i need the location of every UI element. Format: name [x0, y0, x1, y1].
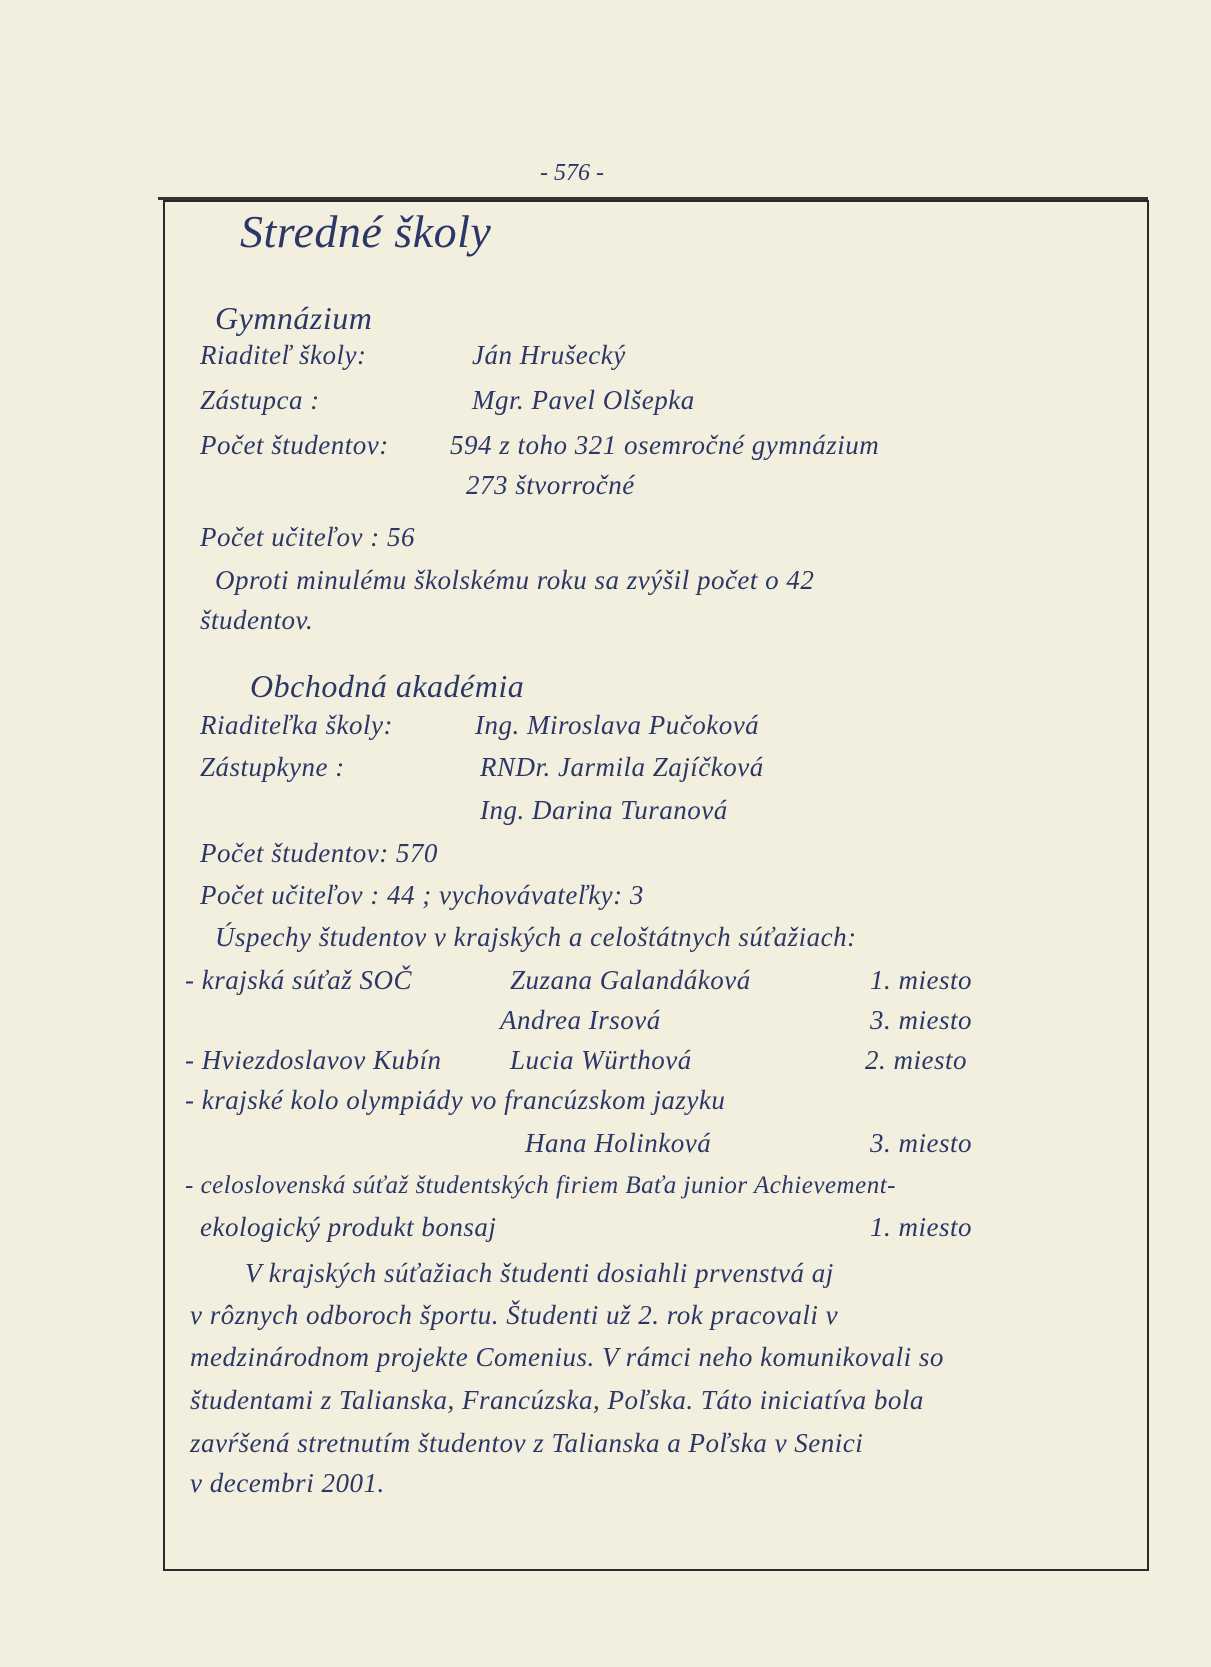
page-number: - 576 -	[540, 160, 604, 186]
teachers-count: Počet učiteľov : 56	[200, 522, 415, 552]
note-line: študentov.	[200, 605, 314, 635]
result-place: 2. miesto	[865, 1045, 967, 1075]
director-label: Riaditeľ školy:	[200, 340, 367, 370]
students-count-4yr: 273 štvorročné	[466, 470, 635, 500]
page-title: Stredné školy	[240, 206, 492, 257]
paragraph-line: študentami z Talianska, Francúzska, Poľska. Táto iniciatíva bola	[190, 1385, 924, 1415]
result-name: Lucia Würthová	[510, 1045, 692, 1075]
paragraph-line: v decembri 2001.	[190, 1468, 385, 1498]
deputy-name: RNDr. Jarmila Zajíčková	[480, 752, 764, 782]
result-place: 3. miesto	[870, 1128, 972, 1158]
deputy-label: Zástupca :	[200, 385, 320, 415]
result-event: - krajské kolo olympiády vo francúzskom jazyku	[185, 1085, 726, 1115]
director-label: Riaditeľka školy:	[200, 710, 394, 740]
result-name: Andrea Irsová	[500, 1005, 661, 1035]
successes-heading: Úspechy študentov v krajských a celoštátnych súťažiach:	[215, 922, 857, 952]
section-heading-gymnazium: Gymnázium	[215, 300, 373, 336]
result-place: 1. miesto	[870, 965, 972, 995]
result-event: ekologický produkt bonsaj	[200, 1212, 497, 1242]
deputy-name: Ing. Darina Turanová	[480, 795, 728, 825]
result-place: 1. miesto	[870, 1212, 972, 1242]
result-event: - krajská súťaž SOČ	[185, 965, 413, 995]
deputy-name: Mgr. Pavel Olšepka	[472, 385, 695, 415]
section-heading-akademia: Obchodná akadémia	[250, 668, 525, 704]
paragraph-line: v rôznych odboroch športu. Študenti už 2. rok pracovali v	[190, 1300, 839, 1330]
paragraph-line: medzinárodnom projekte Comenius. V rámci neho komunikovali so	[190, 1342, 944, 1372]
paragraph-line: zavŕšená stretnutím študentov z Talianska a Poľska v Senici	[190, 1428, 864, 1458]
result-event: - celoslovenská súťaž študentských firiem Baťa junior Achievement-	[185, 1172, 896, 1199]
result-place: 3. miesto	[870, 1005, 972, 1035]
teachers-count: Počet učiteľov : 44 ; vychovávateľky: 3	[200, 880, 644, 910]
students-count: Počet študentov: 570	[200, 838, 438, 868]
students-label: Počet študentov:	[200, 430, 389, 460]
paragraph-line: V krajských súťažiach študenti dosiahli prvenstvá aj	[245, 1258, 834, 1288]
result-name: Hana Holinková	[525, 1128, 712, 1158]
note-line: Oproti minulému školskému roku sa zvýšil počet o 42	[215, 565, 815, 595]
director-name: Ing. Miroslava Pučoková	[475, 710, 760, 740]
students-count: 594 z toho 321 osemročné gymnázium	[450, 430, 880, 460]
deputies-label: Zástupkyne :	[200, 752, 345, 782]
result-name: Zuzana Galandáková	[510, 965, 751, 995]
result-event: - Hviezdoslavov Kubín	[185, 1045, 442, 1075]
director-name: Ján Hrušecký	[472, 340, 626, 370]
